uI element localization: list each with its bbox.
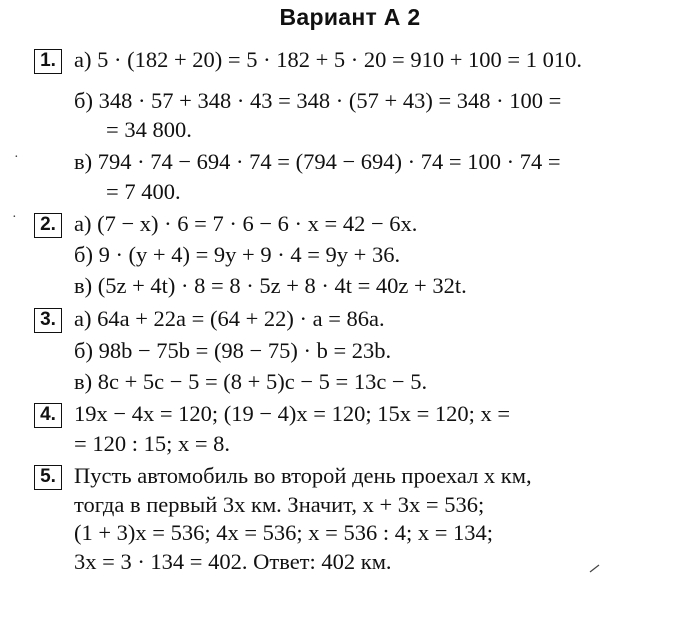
problem-1-line-c: в) 794 · 74 − 694 · 74 = (794 − 694) · 74 = 100 · 74 = (74, 149, 561, 174)
problem-number-2: 2. (34, 213, 62, 238)
problem-5-line-2: тогда в первый 3x км. Значит, x + 3x = 536; (74, 492, 485, 517)
problem-5-line-4: 3x = 3 · 134 = 402. Ответ: 402 км. (74, 549, 392, 574)
problem-number-1: 1. (34, 49, 62, 74)
problem-number-4: 4. (34, 403, 62, 428)
problem-2-line-b: б) 9 · (y + 4) = 9y + 9 · 4 = 9y + 36. (74, 242, 401, 267)
problem-1-line-c-cont: = 7 400. (106, 179, 181, 204)
problem-3-line-a: а) 64a + 22a = (64 + 22) · a = 86a. (74, 306, 385, 331)
problem-3-line-b: б) 98b − 75b = (98 − 75) · b = 23b. (74, 338, 392, 363)
problem-number-5: 5. (34, 465, 62, 490)
problem-2-line-a: а) (7 − x) · 6 = 7 · 6 − 6 · x = 42 − 6x. (74, 211, 418, 236)
scan-speck: · (14, 150, 19, 165)
problem-1-line-b-cont: = 34 800. (106, 117, 192, 142)
problem-4-line-1: 19x − 4x = 120; (19 − 4)x = 120; 15x = 120; x = (74, 401, 511, 426)
problem-1-line-a: а) 5 · (182 + 20) = 5 · 182 + 5 · 20 = 910 + 100 = 1 010. (74, 47, 582, 72)
problem-5-line-3: (1 + 3)x = 536; 4x = 536; x = 536 : 4; x = 134; (74, 520, 494, 545)
problem-number-3: 3. (34, 308, 62, 333)
pencil-mark-icon (588, 562, 602, 574)
problem-4-line-2: = 120 : 15; x = 8. (74, 431, 231, 456)
problem-5-line-1: Пусть автомобиль во второй день проехал x км, (74, 463, 532, 488)
scan-speck: · (12, 210, 17, 225)
page-title: Вариант А 2 (279, 4, 421, 30)
problem-1-line-b: б) 348 · 57 + 348 · 43 = 348 · (57 + 43) = 348 · 100 = (74, 88, 562, 113)
problem-3-line-c: в) 8c + 5c − 5 = (8 + 5)c − 5 = 13c − 5. (74, 369, 428, 394)
problem-2-line-c: в) (5z + 4t) · 8 = 8 · 5z + 8 · 4t = 40z + 32t. (74, 273, 467, 298)
